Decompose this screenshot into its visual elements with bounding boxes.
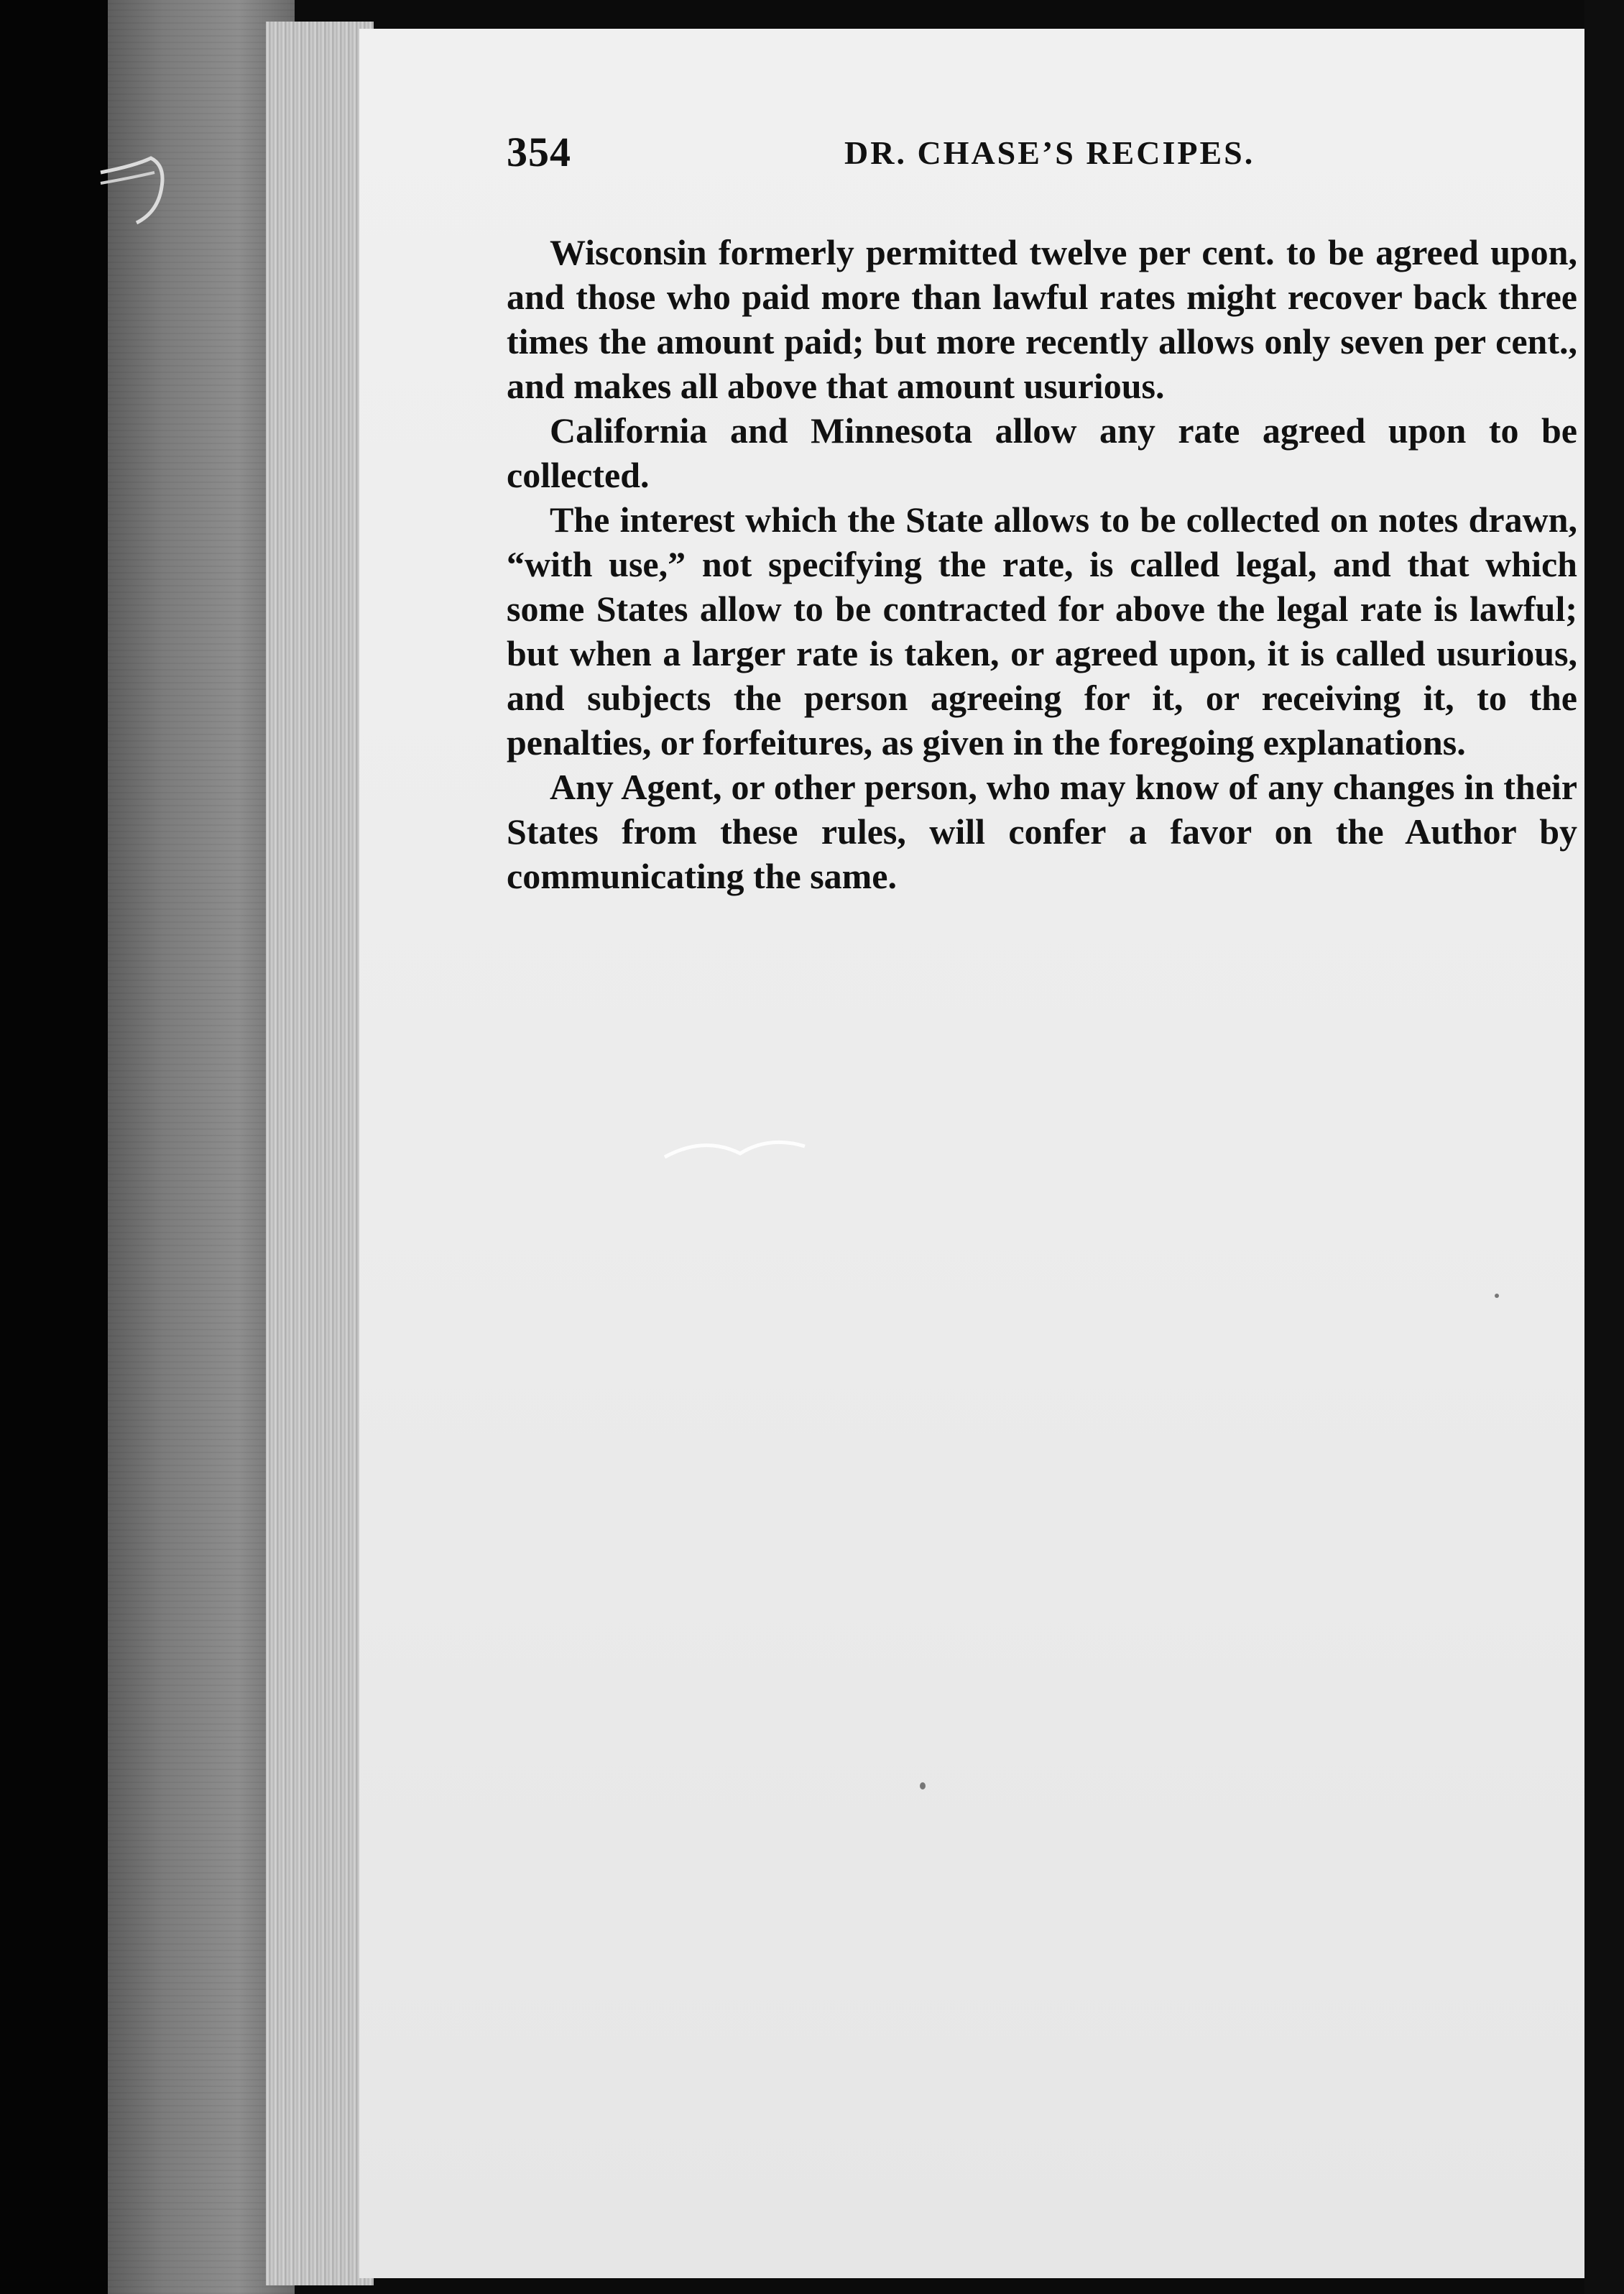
- paragraph-interest-definitions: The interest which the State allows to be collected on notes drawn, “with use,” not specifying the rate, is called legal, and that which some States allow to be contracted for above the legal rate is lawful; but when a larger rate is taken, or agreed upon, it is called usurious, and subjects the person agreeing for it, or receiving it, to the penalties, or forfeitures, as given in the foregoing explanations.: [507, 499, 1577, 763]
- body-text: [507, 230, 1577, 898]
- faint-mark: [661, 1128, 848, 1171]
- book-page: [359, 29, 1595, 2278]
- paragraph-california-minnesota: California and Minnesota allow any rate agreed upon to be collected.: [507, 410, 1577, 495]
- paper-clip-mark: [93, 144, 172, 237]
- paragraph-wisconsin: Wisconsin formerly permitted twelve per cent. to be agreed upon, and those who paid more than lawful rates might recover back three times the amount paid; but more recently allows only seven per cent., and makes all above that amount usurious.: [507, 232, 1577, 406]
- speck: [920, 1782, 926, 1789]
- running-title: DR. CHASE’S RECIPES.: [844, 134, 1255, 171]
- paragraph-agent-request: Any Agent, or other person, who may know of any changes in their States from these rules, will confer a favor on the Author by communicating the same.: [507, 767, 1577, 896]
- page-header: [507, 128, 1577, 185]
- page-number: 354: [507, 129, 571, 175]
- scan-background-right: [1584, 0, 1624, 2294]
- page-stack-edge: [266, 22, 374, 2285]
- speck: [1495, 1294, 1499, 1298]
